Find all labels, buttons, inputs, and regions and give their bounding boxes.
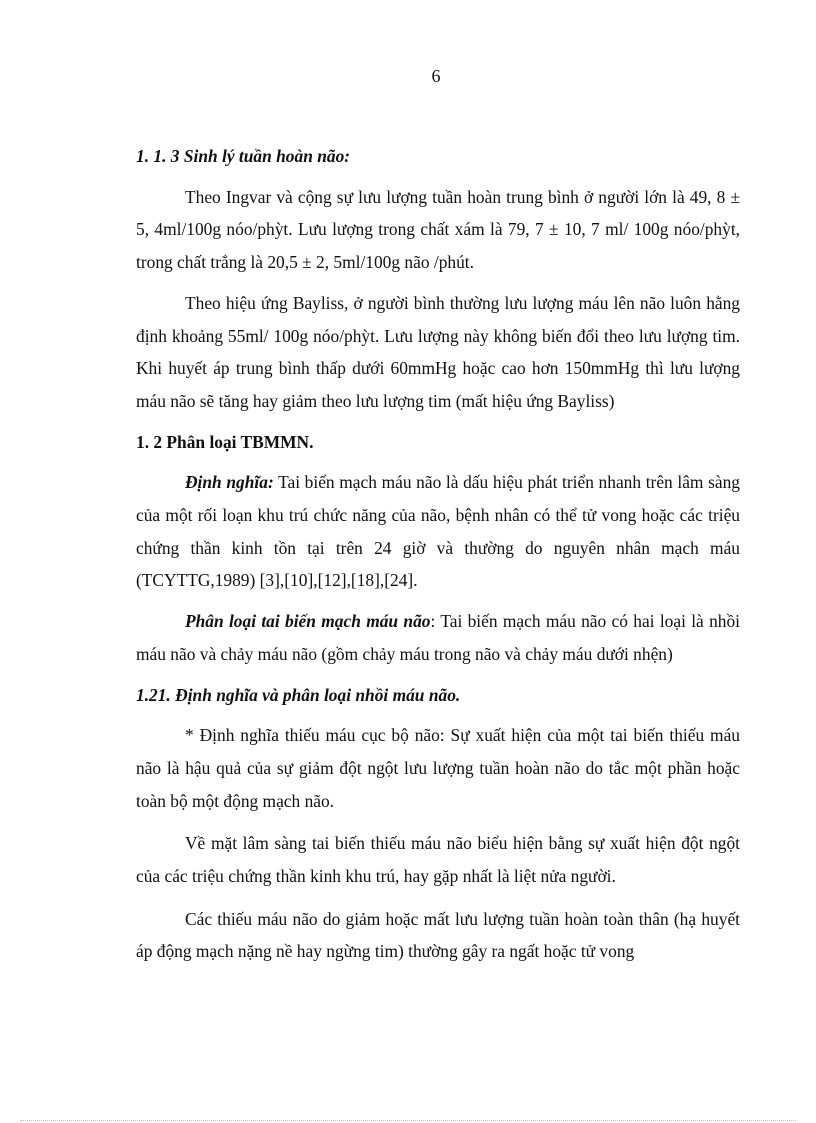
section-heading-classification: 1. 2 Phân loại TBMMN. bbox=[136, 431, 314, 452]
page-bottom-divider bbox=[20, 1120, 796, 1121]
section-heading-infarction: 1.21. Định nghĩa và phân loại nhồi máu não. bbox=[136, 684, 461, 705]
classification-term: Phân loại tai biến mạch máu não bbox=[185, 611, 431, 632]
paragraph-systemic: Các thiếu máu não do giảm hoặc mất lưu lượng tuần hoàn toàn thân (hạ huyết áp động mạch nặng nề hay ngừng tim) thường gây ra ngất hoặc tử vong bbox=[136, 908, 740, 962]
paragraph-clinical: Về mặt lâm sàng tai biến thiếu máu não biểu hiện bằng sự xuất hiện đột ngột của các triệu chứng thần kinh khu trú, hay gặp nhất là liệt nửa người. bbox=[136, 833, 740, 887]
paragraph-definition bbox=[136, 466, 740, 597]
paragraph-bayliss: Theo hiệu ứng Bayliss, ở người bình thường lưu lượng máu lên não luôn hằng định khoảng 55ml/ 100g nóo/phỳt. Lưu lượng này không biến đổi theo lưu lượng tim. Khi huyết áp trung bình thấp dưới 60mmHg hoặc cao hơn 150mmHg thì lưu lượng máu não sẽ tăng hay giảm theo lưu lượng tim (mất hiệu ứng Bayliss) bbox=[136, 292, 740, 411]
page-number: 6 bbox=[431, 66, 441, 86]
paragraph-classification bbox=[136, 605, 740, 670]
classification-text: : Tai biến mạch máu não có hai loại là nhồi máu não và chảy máu não (gồm chảy máu trong não và chảy máu dưới nhện) bbox=[136, 611, 741, 664]
section-heading-physiology: 1. 1. 3 Sinh lý tuần hoàn não: bbox=[136, 146, 351, 166]
paragraph-ingvar: Theo Ingvar và cộng sự lưu lượng tuần hoàn trung bình ở người lớn là 49, 8 ± 5, 4ml/100g nóo/phỳt. Lưu lượng trong chất xám là 79, 7 ± 10, 7 ml/ 100g nóo/phỳt, trong chất trắng là 20,5 ± 2, 5ml/100g não /phút. bbox=[136, 186, 740, 273]
paragraph-ischemia-definition: * Định nghĩa thiếu máu cục bộ não: Sự xuất hiện của một tai biến thiếu máu não là hậu quả của sự giảm đột ngột lưu lượng tuần hoàn não do tắc một phần hoặc toàn bộ một động mạch não. bbox=[136, 725, 740, 811]
definition-text: Tai biến mạch máu não là dấu hiệu phát triển nhanh trên lâm sàng của một rối loạn khu trú chức năng của não, bệnh nhân có thể tử vong hoặc các triệu chứng thần kinh tồn tại trên 24 giờ và thường do nguyên nhân mạch máu (TCYTTG,1989) [3],[10],[12],[18],[24]. bbox=[136, 472, 740, 591]
definition-term: Định nghĩa: bbox=[185, 472, 274, 493]
document-body bbox=[136, 140, 740, 968]
